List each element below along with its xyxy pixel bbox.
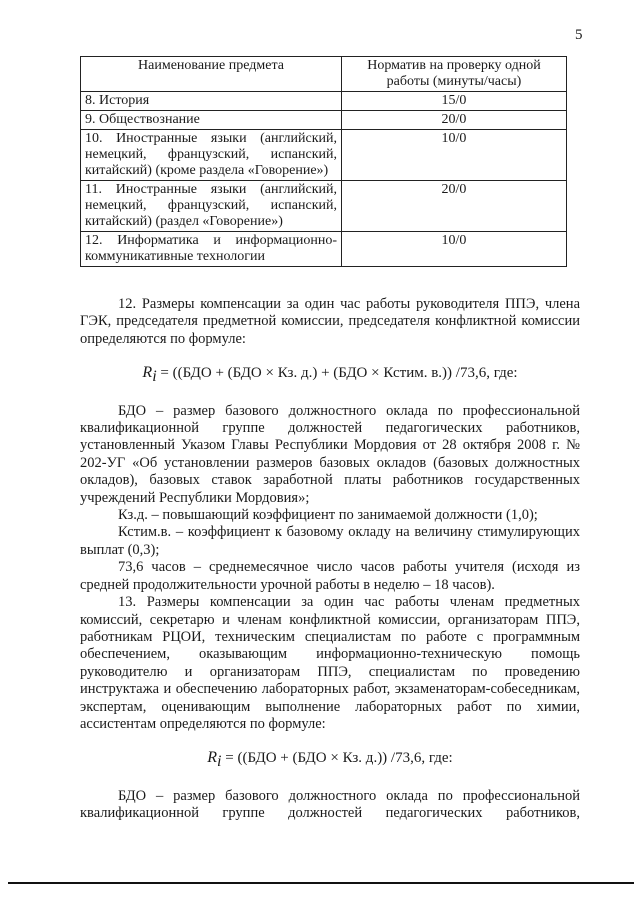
table-header-row (81, 57, 567, 92)
subject-cell: 9. Обществознание (81, 111, 342, 130)
subject-cell: 8. История (81, 92, 342, 111)
formula-1 (80, 364, 580, 386)
paragraph-kzd: Кз.д. – повышающий коэффициент по занимаемой должности (1,0); (118, 507, 538, 524)
paragraph-12: 12. Размеры компенсации за один час работы руководителя ППЭ, члена ГЭК, председателя предметной комиссии, председателя конфликтной комиссии определяются по формуле: (80, 296, 580, 347)
header-subject: Наименование предмета (81, 57, 342, 92)
subject-cell: 11. Иностранные языки (английский, немецкий, французский, испанский, китайский) (раздел «Говорение») (81, 181, 342, 232)
paragraph-13: 13. Размеры компенсации за один час работы членам предметных комиссий, секретарю и членам конфликтной комиссии, организаторам ППЭ, работникам РЦОИ, техническим специалистам по работе с программным обеспечением, оказывающим информационно-техническую помощь руководителю и организаторам ППЭ, специалистам по проведению инструктажа и обеспечению лабораторных работ, экзаменаторам-собеседникам, экспертам, оценивающим выполнение лабораторных работ по химии, ассистентам определяются по формуле: (80, 594, 580, 732)
subject-cell: 10. Иностранные языки (английский, немецкий, французский, испанский, китайский) (кроме раздела «Говорение») (81, 130, 342, 181)
formula-body: = ((БДО + (БДО × Кз. д.) + (БДО × Кстим. в.)) /73,6, где: (156, 365, 518, 382)
formula-symbol: R (207, 749, 218, 767)
table-row (81, 92, 567, 111)
table-row (81, 232, 567, 267)
paragraph-bdo-2: БДО – размер базового должностного оклада по профессиональной квалификационной группе должностей педагогических работников, (80, 787, 580, 822)
paragraph-hours: 73,6 часов – среднемесячное число часов работы учителя (исходя из средней продолжительности урочной работы в неделю – 18 часов). (80, 559, 580, 593)
body-text-block-1 (80, 296, 580, 823)
formula-subscript: i (152, 368, 157, 386)
table-row (81, 130, 567, 181)
formula-2 (80, 749, 580, 771)
norm-cell: 10/0 (342, 232, 567, 267)
page-bottom-border (8, 882, 634, 884)
formula-body: = ((БДО + (БДО × Кз. д.)) /73,6, где: (221, 750, 453, 767)
subject-cell: 12. Информатика и информационно-коммуникативные технологии (81, 232, 342, 267)
table-row (81, 111, 567, 130)
norm-cell: 10/0 (342, 130, 567, 181)
norm-cell: 20/0 (342, 111, 567, 130)
formula-symbol: R (142, 364, 153, 382)
table-row (81, 181, 567, 232)
page-number: 5 (575, 27, 583, 43)
paragraph-bdo-1: БДО – размер базового должностного оклада по профессиональной квалификационной группе должностей педагогических работников, установленный Указом Главы Республики Мордовия от 28 октября 2008 г. № 202-УГ «Об установлении размеров базовых окладов (базовых должностных окладов), базовых ставок заработной платы работников государственных учреждений Республики Мордовия»; (80, 402, 580, 506)
header-norm: Норматив на проверку одной работы (минуты/часы) (342, 57, 567, 92)
norms-table (80, 56, 567, 267)
paragraph-kstim: Кстим.в. – коэффициент к базовому окладу на величину стимулирующих выплат (0,3); (80, 524, 580, 558)
norm-cell: 20/0 (342, 181, 567, 232)
norm-cell: 15/0 (342, 92, 567, 111)
formula-subscript: i (217, 753, 222, 771)
